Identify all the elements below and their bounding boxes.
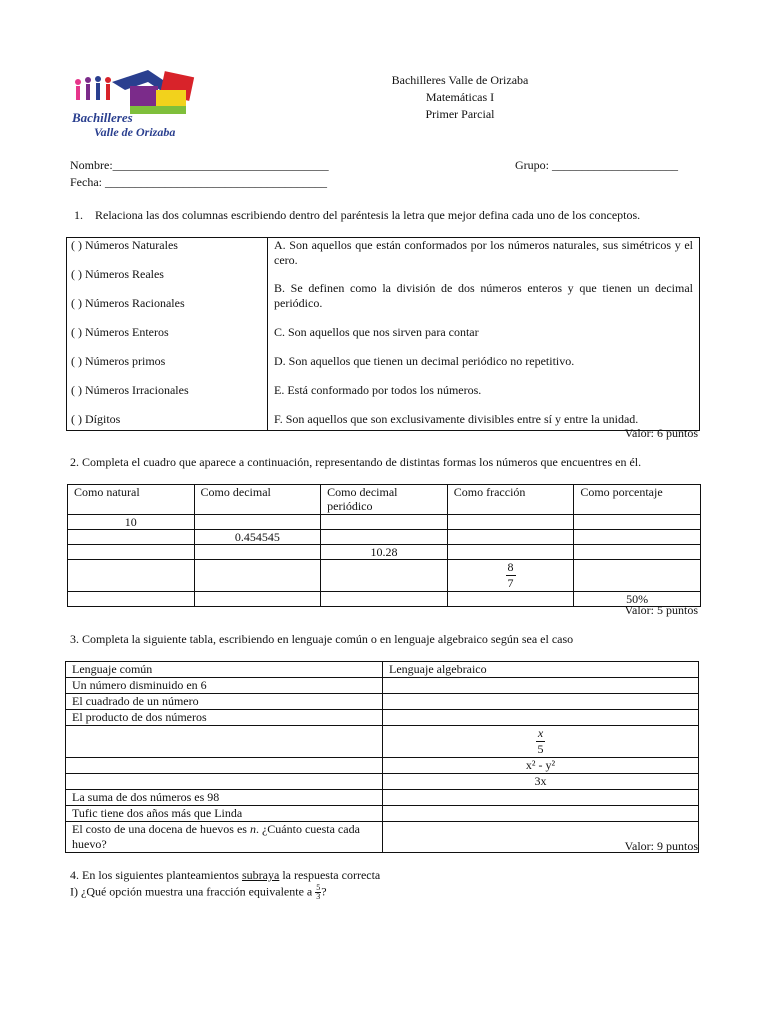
q3-cell bbox=[66, 822, 383, 853]
q3-table bbox=[65, 661, 699, 853]
q3-cell bbox=[383, 726, 699, 758]
q3-title: 3. Completa la siguiente tabla, escribiendo en lenguaje común o en lenguaje algebraico según sea el caso bbox=[70, 632, 574, 646]
q1-title: 1. Relaciona las dos columnas escribiendo dentro del paréntesis la letra que mejor defina cada uno de los conceptos. bbox=[74, 208, 641, 222]
exam-name: Primer Parcial bbox=[425, 107, 495, 121]
subject-name: Matemáticas I bbox=[425, 90, 495, 104]
definition-item: F. Son aquellos que son exclusivamente divisibles entre sí y entre la unidad. bbox=[274, 412, 639, 426]
periodic-int: 10. bbox=[370, 545, 386, 559]
q2-cell[interactable] bbox=[194, 545, 321, 560]
q2-cell[interactable] bbox=[194, 515, 321, 530]
q2-header: Como fracción bbox=[447, 485, 574, 515]
definition-item: B. Se definen como la división de dos números enteros y que tienen un decimal periódico. bbox=[274, 281, 693, 310]
q3-cell[interactable] bbox=[66, 774, 383, 790]
q2-cell[interactable] bbox=[447, 530, 574, 545]
q4-text: 4. En los siguientes planteamientos bbox=[70, 868, 242, 882]
fraction-num: 5 bbox=[316, 883, 321, 892]
q2-title: 2. Completa el cuadro que aparece a continuación, representando de distintas formas los números que encuentres en él. bbox=[70, 455, 642, 469]
q3-cell: x² - y² bbox=[383, 758, 699, 774]
q4-title bbox=[70, 868, 380, 883]
q2-cell[interactable] bbox=[194, 592, 321, 607]
q2-cell: 50% bbox=[574, 592, 701, 607]
q3-cell[interactable] bbox=[383, 678, 699, 694]
q1-table bbox=[66, 237, 700, 431]
q3-header: Lenguaje algebraico bbox=[383, 662, 699, 678]
school-name: Bachilleres Valle de Orizaba bbox=[391, 73, 529, 87]
q2-cell[interactable] bbox=[447, 515, 574, 530]
q3-cell[interactable] bbox=[383, 806, 699, 822]
fraction bbox=[506, 560, 516, 591]
concept-item[interactable]: ( ) Números primos bbox=[71, 354, 166, 368]
q3-cell[interactable] bbox=[383, 710, 699, 726]
q2-cell[interactable] bbox=[574, 545, 701, 560]
group-field[interactable]: Grupo: _____________________ bbox=[515, 158, 678, 172]
q3-var: n bbox=[249, 822, 256, 836]
concept-item[interactable]: ( ) Números Irracionales bbox=[71, 383, 189, 397]
fraction-den: 3 bbox=[316, 892, 321, 901]
q2-valor: Valor: 5 puntos bbox=[624, 603, 698, 617]
q3-valor: Valor: 9 puntos bbox=[624, 839, 698, 853]
exam-header bbox=[340, 72, 580, 123]
q3-text: El costo de una docena de huevos es bbox=[72, 822, 250, 836]
q3-cell: El cuadrado de un número bbox=[66, 694, 383, 710]
definition-item: A. Son aquellos que están conformados por los números naturales, sus simétricos y el cero. bbox=[274, 238, 693, 267]
q4-underlined: subraya bbox=[241, 868, 280, 882]
q3-cell: El producto de dos números bbox=[66, 710, 383, 726]
q1-definitions bbox=[268, 238, 700, 431]
q2-cell bbox=[447, 560, 574, 592]
q2-cell[interactable] bbox=[321, 515, 448, 530]
q2-cell[interactable] bbox=[574, 515, 701, 530]
q2-cell[interactable] bbox=[447, 545, 574, 560]
q3-cell[interactable] bbox=[383, 790, 699, 806]
concept-item[interactable]: ( ) Números Enteros bbox=[71, 325, 169, 339]
q1-concepts bbox=[67, 238, 268, 431]
q2-header: Como decimal periódico bbox=[321, 485, 448, 515]
q3-cell: Un número disminuido en 6 bbox=[66, 678, 383, 694]
concept-item[interactable]: ( ) Dígitos bbox=[71, 412, 121, 426]
q2-table bbox=[67, 484, 701, 607]
q3-cell: Tufic tiene dos años más que Linda bbox=[66, 806, 383, 822]
concept-item[interactable]: ( ) Números Reales bbox=[71, 267, 164, 281]
periodic-repeat: 28 bbox=[385, 545, 398, 559]
logo-text-1: Bachilleres bbox=[72, 110, 133, 125]
name-field[interactable]: Nombre:____________________________________ bbox=[70, 158, 329, 172]
q3-cell: La suma de dos números es 98 bbox=[66, 790, 383, 806]
school-logo bbox=[70, 70, 210, 142]
q3-cell[interactable] bbox=[383, 694, 699, 710]
fraction-den: 7 bbox=[507, 576, 514, 590]
logo-text-2: Valle de Orizaba bbox=[94, 125, 176, 139]
q2-cell[interactable] bbox=[68, 592, 195, 607]
concept-item[interactable]: ( ) Números Racionales bbox=[71, 296, 185, 310]
q2-cell: 10 bbox=[68, 515, 195, 530]
q2-cell bbox=[321, 545, 448, 560]
q2-cell[interactable] bbox=[194, 560, 321, 592]
q4-text: la respuesta correcta bbox=[279, 868, 381, 882]
q2-cell: 0.454545 bbox=[194, 530, 321, 545]
q2-header: Como natural bbox=[68, 485, 195, 515]
q2-cell[interactable] bbox=[321, 560, 448, 592]
fraction-num: 8 bbox=[507, 560, 514, 574]
q2-cell[interactable] bbox=[68, 560, 195, 592]
q4-text: ? bbox=[321, 884, 327, 899]
q4-text: I) ¿Qué opción muestra una fracción equivalente a bbox=[70, 884, 316, 899]
q3-cell[interactable] bbox=[66, 758, 383, 774]
fraction bbox=[536, 726, 545, 757]
q2-cell[interactable] bbox=[574, 560, 701, 592]
fraction-num: x bbox=[537, 726, 544, 740]
date-field[interactable]: Fecha: _____________________________________ bbox=[70, 175, 327, 189]
q2-cell[interactable] bbox=[68, 545, 195, 560]
definition-item: C. Son aquellos que nos sirven para contar bbox=[274, 325, 479, 339]
q3-cell[interactable] bbox=[66, 726, 383, 758]
q2-cell[interactable] bbox=[574, 530, 701, 545]
q2-cell[interactable] bbox=[321, 592, 448, 607]
q2-header: Como decimal bbox=[194, 485, 321, 515]
definition-item: E. Está conformado por todos los números. bbox=[274, 383, 482, 397]
concept-item[interactable]: ( ) Números Naturales bbox=[71, 238, 178, 252]
q3-text: . ¿Cuánto cuesta cada huevo? bbox=[72, 822, 360, 851]
q2-cell[interactable] bbox=[68, 530, 195, 545]
q3-header: Lenguaje común bbox=[66, 662, 383, 678]
q4-question-1 bbox=[70, 884, 327, 901]
fraction-den: 5 bbox=[537, 742, 544, 756]
q2-header: Como porcentaje bbox=[574, 485, 701, 515]
q3-cell: 3x bbox=[383, 774, 699, 790]
q2-cell[interactable] bbox=[321, 530, 448, 545]
q1-valor: Valor: 6 puntos bbox=[624, 426, 698, 440]
definition-item: D. Son aquellos que tienen un decimal periódico no repetitivo. bbox=[274, 354, 575, 368]
